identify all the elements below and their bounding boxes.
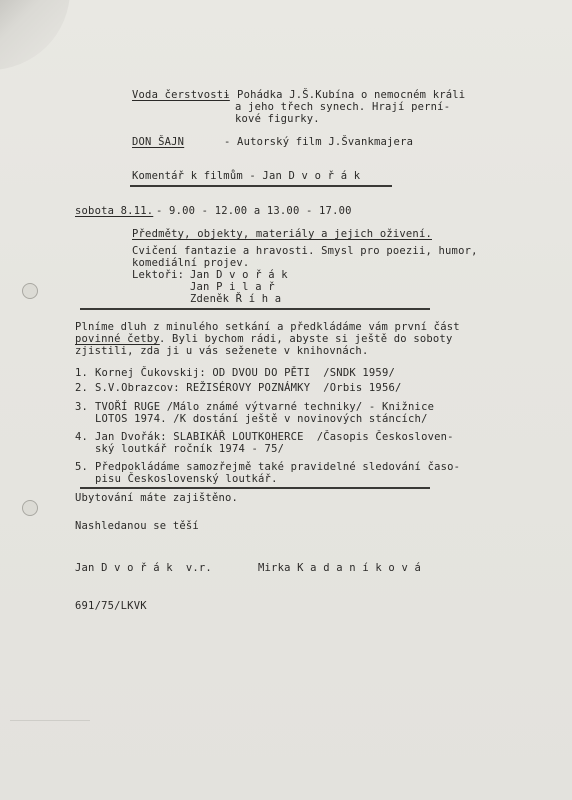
session-text-line-2: komediální projev. bbox=[132, 257, 250, 269]
lecturer-1: Jan D v o ř á k bbox=[190, 269, 288, 281]
reference-number: 691/75/LKVK bbox=[75, 600, 147, 612]
paper-scuff bbox=[10, 720, 90, 721]
reading-5-line-1: Předpokládáme samozřejmě také pravidelné sledování časo- bbox=[95, 461, 461, 473]
lecturer-2: Jan P i l a ř bbox=[190, 281, 275, 293]
intro-line-2-underlined: povinné četby bbox=[75, 333, 160, 345]
session-times: - 9.00 - 12.00 a 13.00 - 17.00 bbox=[156, 205, 352, 217]
divider-1 bbox=[130, 185, 392, 187]
intro-line-1: Plníme dluh z minulého setkání a předkládáme vám první část bbox=[75, 321, 460, 333]
reading-5-line-2: pisu Československý loutkář. bbox=[95, 473, 278, 485]
session-date: sobota 8.11. bbox=[75, 205, 154, 217]
folded-corner bbox=[0, 0, 70, 70]
reading-4-number: 4. bbox=[75, 431, 89, 443]
session-topic: Předměty, objekty, materiály a jejich oživení. bbox=[132, 228, 432, 240]
reading-3-line-2: LOTOS 1974. /K dostání ještě v novinových stáncích/ bbox=[95, 413, 428, 425]
intro-line-3: zjistili, zda ji u vás seženete v knihovnách. bbox=[75, 345, 369, 357]
divider-3 bbox=[80, 487, 430, 489]
film-1-desc-line-2: a jeho třech synech. Hrají perní- bbox=[235, 101, 451, 113]
reading-5-number: 5. bbox=[75, 461, 89, 473]
reading-2-number: 2. bbox=[75, 382, 89, 394]
reading-4-line-1: Jan Dvořák: SLABIKÁŘ LOUTKOHERCE /Časopis Českosloven- bbox=[95, 431, 454, 443]
lecturers-label: Lektoři: bbox=[132, 269, 185, 281]
film-1-desc-line-1: - Pohádka J.Š.Kubína o nemocném králi bbox=[224, 89, 466, 101]
divider-2 bbox=[80, 308, 430, 310]
reading-4-line-2: ský loutkář ročník 1974 - 75/ bbox=[95, 443, 285, 455]
signature-2: Mirka K a d a n í k o v á bbox=[258, 562, 422, 574]
lecturer-3: Zdeněk Ř í h a bbox=[190, 293, 282, 305]
reading-3-line-1: TVOŘÍ RUGE /Málo známé výtvarné techniky/ - Knižnice bbox=[95, 401, 435, 413]
closing-greeting: Nashledanou se těší bbox=[75, 520, 199, 532]
reading-1-line-1: Kornej Čukovskij: OD DVOU DO PĚTI /SNDK 1959/ bbox=[95, 367, 395, 379]
film-2-title: DON ŠAJN bbox=[132, 136, 185, 148]
film-1-desc-line-3: kové figurky. bbox=[235, 113, 320, 125]
reading-1-number: 1. bbox=[75, 367, 89, 379]
accommodation-note: Ubytování máte zajištěno. bbox=[75, 492, 239, 504]
signature-1: Jan D v o ř á k v.r. bbox=[75, 562, 212, 574]
intro-line-2-rest: . Byli bychom rádi, abyste si ještě do soboty bbox=[159, 333, 453, 345]
session-text-line-1: Cvičení fantazie a hravosti. Smysl pro poezii, humor, bbox=[132, 245, 478, 257]
reading-3-number: 3. bbox=[75, 401, 89, 413]
commentary-line: Komentář k filmům - Jan D v o ř á k bbox=[132, 170, 361, 182]
punch-hole-top bbox=[22, 283, 38, 299]
punch-hole-bottom bbox=[22, 500, 38, 516]
film-1-title: Voda čerstvosti bbox=[132, 89, 230, 101]
film-2-desc-line-1: - Autorský film J.Švankmajera bbox=[224, 136, 414, 148]
reading-2-line-1: S.V.Obrazcov: REŽISÉROVY POZNÁMKY /Orbis 1956/ bbox=[95, 382, 402, 394]
